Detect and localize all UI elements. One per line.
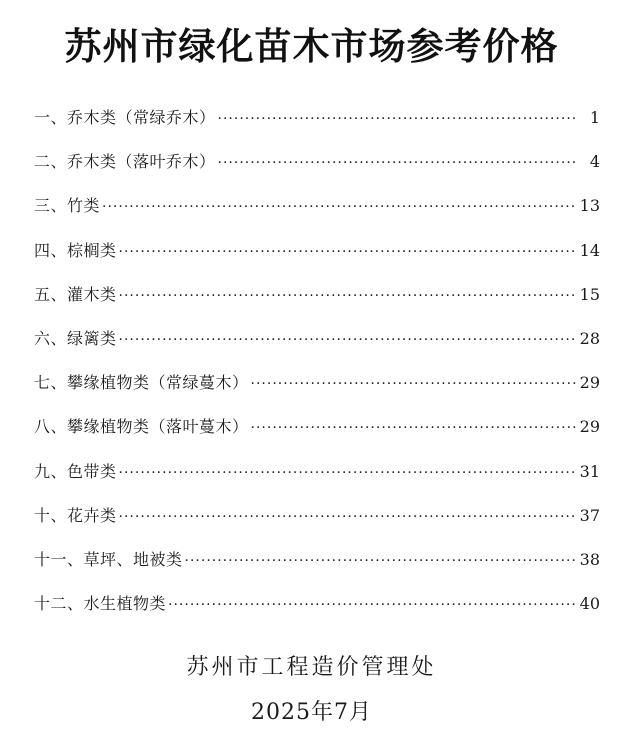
toc-leader-dots <box>119 459 576 487</box>
toc-leader-dots <box>251 370 576 398</box>
toc-entry-page: 29 <box>579 373 600 393</box>
toc-entry-label: 四、棕榈类 <box>34 240 117 260</box>
toc-entry-page: 15 <box>579 284 600 304</box>
toc-leader-dots <box>185 547 576 575</box>
toc-entry <box>34 369 600 413</box>
toc-leader-dots <box>119 503 576 531</box>
toc-leader-dots <box>251 414 576 442</box>
toc-entry-label: 七、攀缘植物类（常绿蔓木） <box>34 373 249 393</box>
toc-entry-page: 14 <box>579 240 600 260</box>
toc-leader-dots <box>168 591 576 619</box>
toc-entry-page: 4 <box>589 152 600 172</box>
table-of-contents <box>34 104 600 634</box>
toc-entry <box>34 590 600 634</box>
toc-entry-label: 一、乔木类（常绿乔木） <box>34 108 216 127</box>
toc-leader-dots <box>119 282 576 310</box>
toc-leader-dots <box>119 238 576 266</box>
toc-entry-label: 十二、水生植物类 <box>34 594 167 614</box>
toc-entry <box>34 458 600 502</box>
toc-leader-dots <box>218 149 576 177</box>
toc-entry <box>34 502 600 546</box>
toc-entry-page: 28 <box>579 328 600 348</box>
document-title: 苏州市绿化苗木市场参考价格 <box>64 24 559 68</box>
toc-entry <box>34 104 600 148</box>
toc-entry-page: 40 <box>579 594 600 614</box>
toc-entry <box>34 192 600 236</box>
toc-entry-label: 六、绿篱类 <box>34 328 117 348</box>
toc-leader-dots <box>102 193 576 221</box>
toc-entry-label: 九、色带类 <box>34 461 117 481</box>
toc-entry-label: 十、花卉类 <box>34 505 117 525</box>
toc-entry <box>34 237 600 281</box>
toc-entry <box>34 546 600 590</box>
toc-entry <box>34 325 600 369</box>
toc-entry <box>34 148 600 192</box>
toc-leader-dots <box>119 326 576 354</box>
toc-entry-page: 1 <box>589 108 600 127</box>
toc-entry-label: 二、乔木类（落叶乔木） <box>34 152 216 172</box>
toc-entry-page: 31 <box>579 461 600 481</box>
toc-entry-label: 五、灌木类 <box>34 284 117 304</box>
issue-date: 2025年7月 <box>251 700 372 725</box>
toc-leader-dots <box>218 105 576 133</box>
toc-entry-page: 38 <box>579 549 600 569</box>
toc-entry-page: 29 <box>579 417 600 437</box>
issuer-name: 苏州市工程造价管理处 <box>186 655 437 680</box>
toc-entry-label: 三、竹类 <box>34 196 101 216</box>
toc-entry-page: 37 <box>579 505 600 525</box>
toc-entry <box>34 281 600 325</box>
toc-entry-page: 13 <box>579 196 600 216</box>
toc-entry-label: 八、攀缘植物类（落叶蔓木） <box>34 417 249 437</box>
toc-entry-label: 十一、草坪、地被类 <box>34 549 183 569</box>
toc-entry <box>34 413 600 457</box>
